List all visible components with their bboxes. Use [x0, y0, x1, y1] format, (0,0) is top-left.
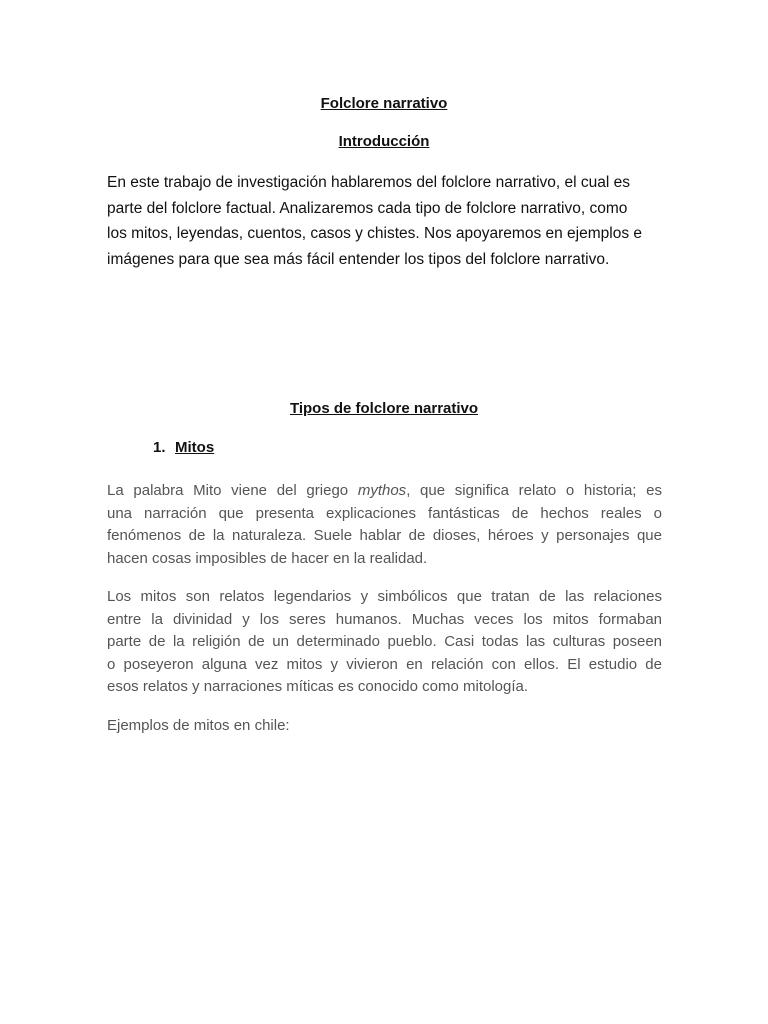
list-number: 1. — [153, 439, 166, 456]
types-heading: Tipos de folclore narrativo — [289, 400, 479, 417]
paragraph-line: fenómenos de la naturaleza. Suele hablar de dioses, héroes y personajes que — [107, 527, 662, 544]
paragraph-line: hacen cosas imposibles de hacer en la realidad. — [107, 549, 428, 567]
document-title: Folclore narrativo — [320, 95, 448, 112]
mitos-examples-line: Ejemplos de mitos en chile: — [107, 717, 290, 734]
section-label: Mitos — [175, 439, 215, 456]
paragraph-line: Los mitos son relatos legendarios y simbólicos que tratan de las relaciones — [107, 588, 662, 605]
paragraph-line: esos relatos y narraciones míticas es conocido como mitología. — [107, 678, 529, 695]
paragraph-line: o poseyeron alguna vez mitos y vivieron en relación con ellos. El estudio de — [107, 655, 662, 673]
intro-line: parte del folclore factual. Analizaremos cada tipo de folclore narrativo, como — [107, 199, 628, 217]
paragraph-line: parte de la religión de un determinado pueblo. Casi todas las culturas poseen — [107, 633, 662, 650]
mitos-paragraph-2 — [107, 586, 662, 699]
intro-line: los mitos, leyendas, cuentos, casos y chistes. Nos apoyaremos en ejemplos e — [107, 225, 643, 242]
text-run: , que significa relato o historia; es — [406, 482, 662, 499]
greek-term: mythos — [357, 482, 407, 499]
text-run: La palabra Mito viene del griego — [107, 482, 358, 499]
intro-paragraph — [107, 170, 662, 272]
section-mitos-heading — [153, 438, 214, 458]
intro-line: imágenes para que sea más fácil entender los tipos del folclore narrativo. — [107, 250, 610, 268]
intro-line: En este trabajo de investigación hablaremos del folclore narrativo, el cual es — [107, 174, 630, 191]
paragraph-line — [107, 480, 662, 503]
mitos-paragraph-1 — [107, 480, 662, 570]
intro-heading: Introducción — [338, 133, 430, 150]
paragraph-line: una narración que presenta explicaciones fantásticas de hechos reales o — [107, 504, 662, 522]
paragraph-line: entre la divinidad y los seres humanos. Muchas veces los mitos formaban — [107, 610, 662, 628]
